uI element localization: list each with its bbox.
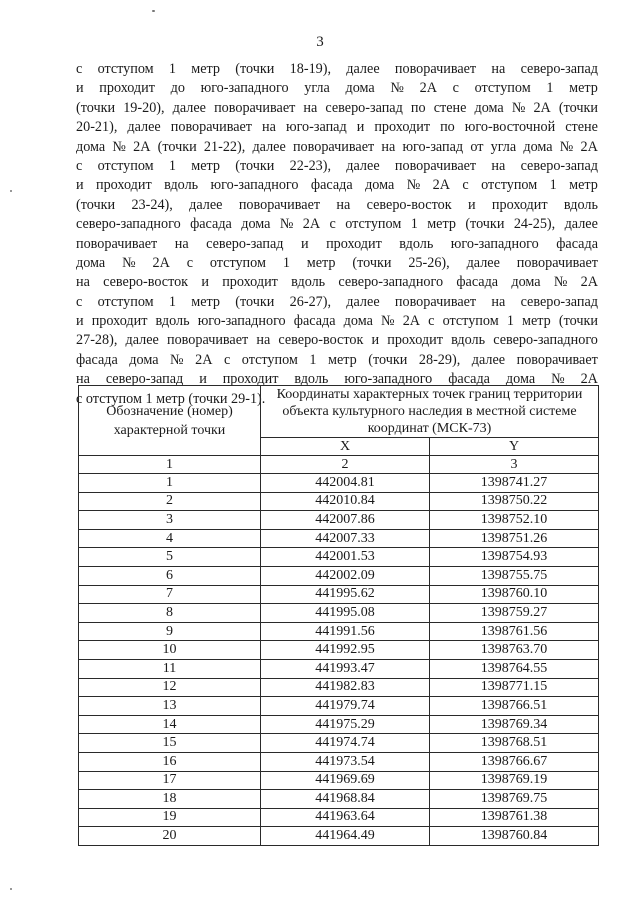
x-coordinate-cell: 442010.84 — [261, 492, 430, 511]
paragraph-word: северо-восток — [278, 332, 364, 349]
paragraph-word: на — [491, 61, 506, 77]
paragraph-word: дома — [505, 371, 536, 388]
y-coordinate-cell: 1398761.38 — [430, 808, 599, 827]
column-number-1: 1 — [79, 456, 261, 474]
paragraph-word: на — [491, 293, 506, 310]
x-coordinate-cell: 441992.95 — [261, 641, 430, 660]
paragraph-word: дома — [129, 351, 159, 368]
paragraph-line — [76, 235, 598, 254]
point-number-cell: 9 — [79, 622, 261, 641]
paragraph-word: с — [329, 216, 336, 233]
point-number-cell: 2 — [79, 492, 261, 511]
paragraph-word: 26-27), — [289, 293, 332, 310]
paragraph-word: (точки — [558, 99, 598, 116]
paragraph-word: юго-западного — [344, 371, 433, 388]
paragraph-word: 28-29), — [418, 351, 461, 368]
paragraph-word: отступом — [97, 61, 154, 77]
table-row — [79, 678, 599, 697]
paragraph-line — [76, 293, 598, 312]
column-number-3: 3 — [430, 456, 599, 474]
point-number-cell: 14 — [79, 715, 261, 734]
paragraph-word: северо-западного — [76, 216, 181, 233]
paragraph-line — [76, 79, 598, 98]
paragraph-word: отступом — [474, 80, 531, 97]
paragraph-word: угла — [490, 138, 517, 155]
paragraph-word: юго-западного — [200, 80, 289, 97]
y-coordinate-cell: 1398768.51 — [430, 734, 599, 753]
paragraph-word: с — [223, 351, 231, 368]
paragraph-word: 1 — [309, 351, 317, 368]
paragraph-word: № — [511, 99, 526, 116]
paragraph-word: (точки — [76, 99, 116, 116]
paragraph-word: фасада — [293, 313, 336, 330]
paragraph-word: 20-21), — [76, 119, 118, 136]
paragraph-word: № — [551, 371, 565, 388]
x-coordinate-cell: 441969.69 — [261, 771, 430, 790]
paragraph-word: отступом — [97, 293, 154, 310]
paragraph-word: 18-19), — [289, 61, 332, 77]
paragraph-word: 1 — [549, 177, 557, 194]
paragraph-word: поворачивает — [238, 196, 321, 213]
paragraph-word: проходит — [96, 177, 152, 194]
paragraph-word: 1 — [546, 80, 554, 97]
paragraph-word: на — [303, 99, 318, 116]
table-row — [79, 771, 599, 790]
paragraph-word: северо-запад — [520, 293, 598, 310]
paragraph-word: и — [76, 313, 84, 330]
table-row — [79, 474, 599, 493]
paragraph-word: поворачивает — [214, 99, 296, 116]
paragraph-word: метр — [427, 216, 456, 233]
paragraph-word: метр — [522, 313, 551, 330]
point-number-cell: 16 — [79, 752, 261, 771]
paragraph-word: далее — [125, 332, 159, 349]
point-number-cell: 15 — [79, 734, 261, 753]
paragraph-word: № — [406, 177, 421, 194]
table-row — [79, 697, 599, 716]
paragraph-word: далее — [172, 99, 206, 116]
paragraph-word: с — [76, 293, 83, 310]
paragraph-word: с отступом 1 метр (точки 29-1). — [76, 390, 266, 407]
paragraph-word: (точки — [368, 351, 408, 368]
paragraph-word: угла — [304, 80, 330, 97]
paragraph-word: 2А — [580, 371, 598, 388]
coordinates-header: Координаты характерных точек границ территории объекта культурного наследия в местной системе координат (МСК-73) — [261, 386, 599, 438]
paragraph-word: 1 — [168, 61, 177, 77]
x-coordinate-cell: 441975.29 — [261, 715, 430, 734]
coordinates-table — [78, 385, 599, 846]
y-coordinate-cell: 1398771.15 — [430, 678, 599, 697]
paragraph-word: № — [381, 313, 395, 330]
table-row — [79, 659, 599, 678]
table-row — [79, 808, 599, 827]
paragraph-word: поворачивает — [292, 138, 375, 155]
paragraph-word: метр — [306, 254, 336, 271]
point-number-cell: 12 — [79, 678, 261, 697]
paragraph-word: юго-западного — [450, 235, 539, 252]
paragraph-word: № — [390, 80, 404, 97]
table-row — [79, 734, 599, 753]
paragraph-word: и — [201, 274, 209, 291]
paragraph-word: фасада — [310, 177, 353, 194]
point-number-cell: 5 — [79, 548, 261, 567]
x-coordinate-cell: 441964.49 — [261, 827, 430, 846]
y-coordinate-cell: 1398751.26 — [430, 529, 599, 548]
y-coordinate-cell: 1398741.27 — [430, 474, 599, 493]
paragraph-word: № — [559, 138, 574, 155]
paragraph-word: (точки — [352, 254, 392, 271]
paragraph-word: проходит — [99, 80, 155, 97]
point-number-cell: 13 — [79, 697, 261, 716]
column-number-2: 2 — [261, 456, 430, 474]
paragraph-word: фасада — [190, 216, 232, 233]
paragraph-line — [76, 273, 598, 292]
x-coordinate-cell: 441995.62 — [261, 585, 430, 604]
paragraph-line — [76, 351, 598, 370]
paragraph-word: северо-запад — [325, 99, 403, 116]
y-coordinate-cell: 1398769.34 — [430, 715, 599, 734]
paragraph-word: фасада — [76, 351, 118, 368]
y-coordinate-cell: 1398760.84 — [430, 827, 599, 846]
paragraph-word: северо-запад — [520, 157, 598, 174]
paragraph-word: 2А — [432, 177, 451, 194]
paragraph-word: метр — [569, 80, 598, 97]
paragraph-word: № — [279, 216, 294, 233]
paragraph-word: на — [174, 235, 189, 252]
paragraph-word: дома — [474, 99, 504, 116]
paragraph-word: № — [122, 254, 136, 271]
paragraph-word: на — [256, 332, 271, 349]
paragraph-word: дома — [76, 138, 106, 155]
paragraph-word: дома — [343, 313, 373, 330]
paragraph-line — [76, 60, 598, 79]
point-number-cell: 7 — [79, 585, 261, 604]
paragraph-word: 2А — [195, 351, 213, 368]
paragraph-line — [76, 215, 598, 234]
point-number-cell: 11 — [79, 659, 261, 678]
paragraph-word: проходит — [222, 274, 278, 291]
paragraph-word: стене — [565, 119, 598, 136]
paragraph-word: фасада — [556, 235, 598, 252]
paragraph-word: по — [410, 99, 426, 116]
table-row — [79, 548, 599, 567]
point-number-cell: 3 — [79, 511, 261, 530]
y-coordinate-cell: 1398769.19 — [430, 771, 599, 790]
scan-speck — [10, 888, 12, 890]
paragraph-line — [76, 312, 598, 331]
paragraph-word: поворачивает — [516, 254, 598, 271]
paragraph-word: вдоль — [563, 196, 598, 213]
paragraph-word: юго-восточной — [464, 119, 556, 136]
paragraph-word: (точки — [465, 216, 505, 233]
paragraph-word: фасада — [448, 371, 490, 388]
point-number-cell: 8 — [79, 604, 261, 623]
y-coordinate-cell: 1398761.56 — [430, 622, 599, 641]
paragraph-word: проходит — [91, 313, 148, 330]
y-coordinate-cell: 1398755.75 — [430, 566, 599, 585]
table-row — [79, 511, 599, 530]
paragraph-line — [76, 254, 598, 273]
paragraph-word: 22-23), — [289, 157, 332, 174]
paragraph-word: вдоль — [294, 371, 329, 388]
paragraph-word: юго-западного — [210, 177, 299, 194]
paragraph-word: с — [452, 80, 459, 97]
paragraph-word: проходит — [387, 332, 443, 349]
point-number-cell: 6 — [79, 566, 261, 585]
x-coordinate-cell: 441982.83 — [261, 678, 430, 697]
paragraph-word: северо-западного — [338, 274, 444, 291]
paragraph-word: метр — [191, 157, 221, 174]
paragraph-word: на — [76, 274, 90, 291]
x-coordinate-cell: 441979.74 — [261, 697, 430, 716]
paragraph-word: дома — [365, 177, 395, 194]
paragraph-word: поворачивает — [170, 119, 253, 136]
paragraph-word: северо-западного — [493, 332, 598, 349]
paragraph-word: далее — [127, 119, 161, 136]
paragraph-line — [76, 196, 598, 215]
page-number: 3 — [316, 34, 324, 50]
paragraph-word: 2А — [302, 216, 321, 233]
paragraph-word: далее — [252, 138, 286, 155]
point-number-cell: 10 — [79, 641, 261, 660]
paragraph-word: поворачивает — [166, 332, 249, 349]
paragraph-word: далее — [346, 157, 380, 174]
paragraph-word: (точки — [235, 61, 275, 77]
paragraph-word: вдоль — [399, 235, 434, 252]
paragraph-word: далее — [346, 293, 380, 310]
paragraph-word: дома — [523, 138, 553, 155]
point-number-cell: 19 — [79, 808, 261, 827]
x-coordinate-cell: 441995.08 — [261, 604, 430, 623]
scan-speck — [152, 10, 155, 12]
paragraph-word: проходит — [222, 371, 279, 388]
point-number-cell: 4 — [79, 529, 261, 548]
paragraph-word: на — [336, 196, 351, 213]
paragraph-line — [76, 157, 598, 176]
paragraph-word: 2А — [419, 80, 437, 97]
paragraph-word: проходит — [374, 119, 431, 136]
paragraph-word: (точки — [235, 157, 275, 174]
paragraph-word: с — [76, 157, 83, 174]
paragraph-word: дома — [76, 254, 106, 271]
paragraph-word: от — [470, 138, 484, 155]
paragraph-word: до — [170, 80, 185, 97]
x-coordinate-cell: 442001.53 — [261, 548, 430, 567]
x-coordinate-cell: 441993.47 — [261, 659, 430, 678]
body-paragraph — [76, 60, 598, 409]
paragraph-word: проходит — [326, 235, 382, 252]
paragraph-word: с — [428, 313, 435, 330]
x-coordinate-cell: 442004.81 — [261, 474, 430, 493]
paragraph-word: и — [76, 177, 84, 194]
paragraph-word: поворачивает — [394, 157, 477, 174]
paragraph-word: поворачивает — [394, 293, 477, 310]
x-coordinate-cell: 441973.54 — [261, 752, 430, 771]
paragraph-word: (точки — [76, 196, 116, 213]
x-coordinate-cell: 441963.64 — [261, 808, 430, 827]
y-coordinate-cell: 1398769.75 — [430, 790, 599, 809]
paragraph-word: с — [186, 254, 194, 271]
table-row — [79, 604, 599, 623]
table-row — [79, 641, 599, 660]
table-row — [79, 752, 599, 771]
paragraph-word: отступом — [442, 313, 499, 330]
paragraph-word: с — [76, 61, 83, 77]
paragraph-word: дома — [511, 274, 541, 291]
paragraph-word: с — [462, 177, 469, 194]
paragraph-word: 27-28), — [76, 332, 118, 349]
paragraph-word: северо-запад — [206, 235, 284, 252]
paragraph-word: отступом — [481, 177, 538, 194]
paragraph-word: 23-24), — [131, 196, 173, 213]
table-row — [79, 492, 599, 511]
paragraph-word: фасада — [456, 274, 499, 291]
paragraph-word: дома — [241, 216, 271, 233]
paragraph-word: 2А — [580, 274, 598, 291]
paragraph-word: 2А — [152, 254, 170, 271]
paragraph-line — [76, 331, 598, 350]
paragraph-word: 1 — [168, 293, 177, 310]
point-number-cell: 18 — [79, 790, 261, 809]
paragraph-word: далее — [471, 351, 506, 368]
y-column-header: Y — [430, 438, 599, 456]
y-coordinate-cell: 1398766.51 — [430, 697, 599, 716]
paragraph-word: 19-20), — [123, 99, 165, 116]
x-coordinate-cell: 442007.86 — [261, 511, 430, 530]
paragraph-word: северо-запад — [105, 371, 184, 388]
paragraph-word: на — [381, 138, 396, 155]
paragraph-word: (точки — [558, 313, 598, 330]
point-number-cell: 1 — [79, 474, 261, 493]
paragraph-word: вдоль — [155, 313, 190, 330]
paragraph-word: далее — [189, 196, 223, 213]
y-coordinate-cell: 1398750.22 — [430, 492, 599, 511]
paragraph-word: далее — [346, 61, 380, 77]
paragraph-word: 24-25), — [513, 216, 556, 233]
x-coordinate-cell: 442007.33 — [261, 529, 430, 548]
paragraph-word: стене — [433, 99, 467, 116]
paragraph-line — [76, 176, 598, 195]
paragraph-word: и — [76, 80, 84, 97]
paragraph-word: вдоль — [164, 177, 199, 194]
paragraph-word: дома — [345, 80, 375, 97]
paragraph-word: поворачивает — [394, 61, 477, 77]
paragraph-word: 2А — [533, 99, 551, 116]
table-row — [79, 715, 599, 734]
paragraph-word: отступом — [345, 216, 402, 233]
x-coordinate-cell: 442002.09 — [261, 566, 430, 585]
paragraph-word: на — [262, 119, 276, 136]
table-row — [79, 585, 599, 604]
paragraph-word: северо-восток — [366, 196, 452, 213]
y-coordinate-cell: 1398763.70 — [430, 641, 599, 660]
paragraph-word: № — [553, 274, 568, 291]
paragraph-word: 1 — [410, 216, 418, 233]
paragraph-line — [76, 138, 598, 157]
point-number-cell: 20 — [79, 827, 261, 846]
point-designation-header: Обозначение (номер) характерной точки — [79, 386, 261, 456]
paragraph-word: далее — [564, 216, 598, 233]
paragraph-line — [76, 99, 598, 118]
paragraph-word: по — [440, 119, 455, 136]
paragraph-word: 2А — [133, 138, 151, 155]
paragraph-word: поворачивает — [516, 351, 598, 368]
table-row — [79, 827, 599, 846]
paragraph-word: северо-запад — [520, 61, 598, 77]
paragraph-word: проходит — [491, 196, 548, 213]
paragraph-word: 25-26), — [408, 254, 450, 271]
paragraph-word: метр — [191, 293, 221, 310]
x-coordinate-cell: 441991.56 — [261, 622, 430, 641]
paragraph-word: вдоль — [291, 274, 326, 291]
paragraph-word: 2А — [580, 138, 598, 155]
y-coordinate-cell: 1398759.27 — [430, 604, 599, 623]
paragraph-word: 1 — [506, 313, 514, 330]
paragraph-word: вдоль — [451, 332, 486, 349]
y-coordinate-cell: 1398764.55 — [430, 659, 599, 678]
paragraph-word: далее — [466, 254, 500, 271]
paragraph-word: и — [356, 119, 365, 136]
paragraph-word: метр — [191, 61, 221, 77]
paragraph-line — [76, 118, 598, 137]
paragraph-word: метр — [328, 351, 357, 368]
paragraph-word: (точки — [157, 138, 197, 155]
point-number-cell: 17 — [79, 771, 261, 790]
paragraph-word: поворачивает — [76, 235, 158, 252]
paragraph-word: на — [491, 157, 506, 174]
paragraph-word: и — [301, 235, 309, 252]
table-row — [79, 622, 599, 641]
scan-speck — [10, 190, 12, 192]
y-coordinate-cell: 1398754.93 — [430, 548, 599, 567]
paragraph-word: и — [371, 332, 380, 349]
paragraph-word: 2А — [402, 313, 421, 330]
paragraph-word: юго-запад — [402, 138, 464, 155]
paragraph-word: № — [112, 138, 126, 155]
paragraph-word: № — [170, 351, 184, 368]
table-row — [79, 790, 599, 809]
x-coordinate-cell: 441974.74 — [261, 734, 430, 753]
table-row — [79, 529, 599, 548]
paragraph-word: (точки — [235, 293, 275, 310]
table-row — [79, 566, 599, 585]
paragraph-word: 1 — [282, 254, 290, 271]
x-coordinate-cell: 441968.84 — [261, 790, 430, 809]
paragraph-word: юго-западного — [197, 313, 286, 330]
paragraph-word: и — [467, 196, 476, 213]
paragraph-word: и — [199, 371, 207, 388]
paragraph-word: отступом — [241, 351, 298, 368]
paragraph-word: отступом — [209, 254, 266, 271]
y-coordinate-cell: 1398766.67 — [430, 752, 599, 771]
x-column-header: X — [261, 438, 430, 456]
paragraph-word: 1 — [168, 157, 177, 174]
paragraph-word: на — [76, 371, 90, 388]
paragraph-word: отступом — [97, 157, 154, 174]
paragraph-word: северо-восток — [103, 274, 189, 291]
y-coordinate-cell: 1398752.10 — [430, 511, 599, 530]
paragraph-word: 21-22), — [203, 138, 246, 155]
paragraph-word: метр — [569, 177, 598, 194]
paragraph-word: юго-запад — [285, 119, 347, 136]
y-coordinate-cell: 1398760.10 — [430, 585, 599, 604]
